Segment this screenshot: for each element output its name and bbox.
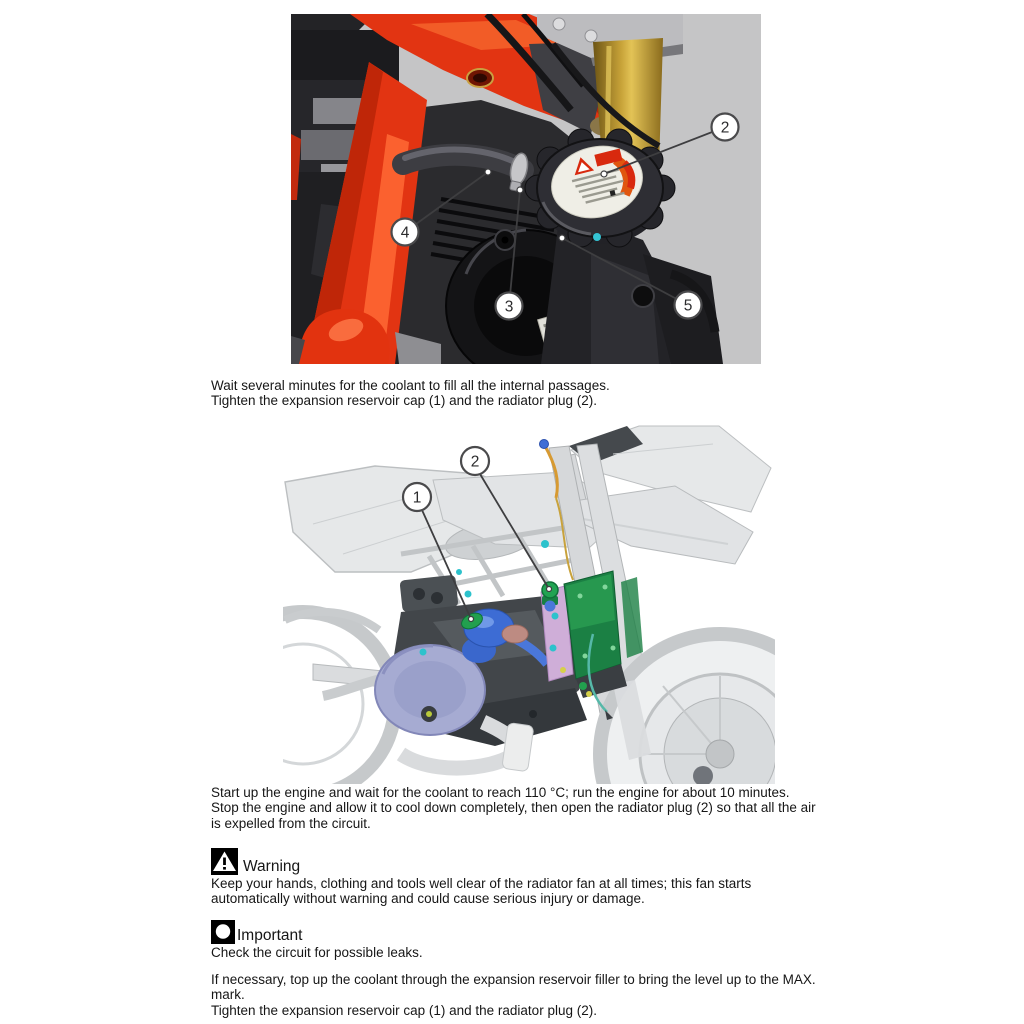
text-line: Start up the engine and wait for the coolant to reach 110 °C; run the engine for about 10 minutes. xyxy=(211,785,790,800)
important-section xyxy=(211,920,423,960)
paragraph-engine-warmup xyxy=(211,785,816,831)
text-line: Tighten the expansion reservoir cap (1) and the radiator plug (2). xyxy=(211,393,597,409)
text-line: mark. xyxy=(211,987,245,1003)
figure-radiator-plug-photo xyxy=(291,14,761,364)
callout-2 xyxy=(461,447,489,475)
warning-section xyxy=(211,848,751,907)
warning-title: Warning xyxy=(243,857,301,875)
warning-header xyxy=(211,848,751,875)
important-icon xyxy=(211,920,235,944)
svg-text:2: 2 xyxy=(720,119,730,137)
text-line: is expelled from the circuit. xyxy=(211,815,371,831)
warning-icon xyxy=(211,848,238,875)
callout-5 xyxy=(675,292,702,319)
text-line: Wait several minutes for the coolant to fill all the internal passages. xyxy=(211,378,610,393)
text-line: If necessary, top up the coolant through the expansion reservoir filler to bring the level up to the MAX. xyxy=(211,972,816,987)
svg-text:5: 5 xyxy=(683,297,693,315)
important-header xyxy=(211,920,423,944)
paragraph-topup xyxy=(211,972,816,1018)
callout-4 xyxy=(392,219,419,246)
text-line: Check the circuit for possible leaks. xyxy=(211,945,423,960)
svg-text:2: 2 xyxy=(470,453,480,471)
text-line: Keep your hands, clothing and tools well clear of the radiator fan at all times; this fan starts xyxy=(211,876,752,891)
text-line: Stop the engine and allow it to cool down completely, then open the radiator plug (2) so that all the air xyxy=(211,800,816,816)
text-line: automatically without warning and could cause serious injury or damage. xyxy=(211,891,645,907)
thermostat xyxy=(502,625,528,643)
paragraph-coolant-fill xyxy=(211,378,610,409)
callout-2 xyxy=(712,114,739,141)
text-line: Tighten the expansion reservoir cap (1) and the radiator plug (2). xyxy=(211,1002,597,1018)
callout-1 xyxy=(403,483,431,511)
svg-text:1: 1 xyxy=(412,489,422,507)
radiator-plug-photo-svg xyxy=(291,14,761,364)
callout-3 xyxy=(496,293,523,320)
svg-text:4: 4 xyxy=(400,224,410,242)
important-title: Important xyxy=(237,926,303,944)
motorcycle-drawing-svg xyxy=(283,424,775,784)
figure-motorcycle-drawing xyxy=(283,424,775,784)
svg-text:3: 3 xyxy=(504,298,514,316)
